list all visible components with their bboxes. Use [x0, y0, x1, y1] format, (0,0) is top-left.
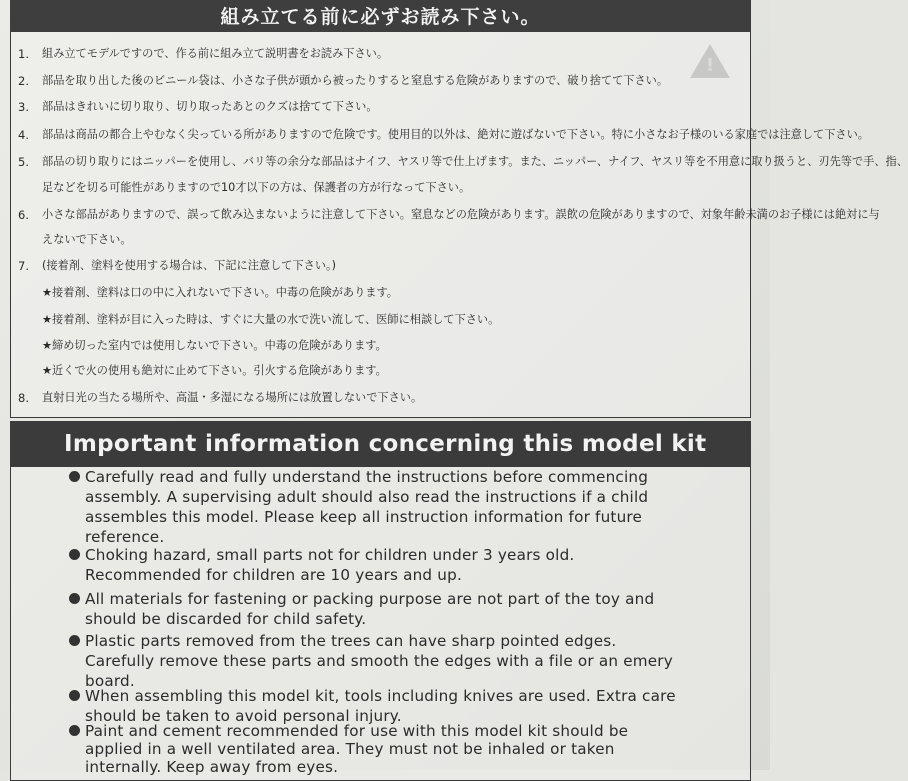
bullet-icon: [69, 635, 80, 646]
jp-list-item-continuation: 足などを切る可能性がありますので10才以下の方は、保護者の方が行なって下さい。: [42, 181, 471, 194]
jp-warning-title: 組み立てる前に必ずお読み下さい。: [10, 0, 751, 32]
bullet-icon: [69, 690, 80, 701]
jp-list-item: 6. 小さな部品がありますので、誤って飲み込まないように注意して下さい。窒息などの危険があります。誤飲の危険がありますので、対象年齢未満のお子様には絶対に与: [18, 208, 880, 222]
jp-list-item: 8. 直射日光の当たる場所や、高温・多湿になる場所には放置しないで下さい。: [18, 391, 423, 405]
jp-list-item: 1. 組み立てモデルですので、作る前に組み立て説明書をお読み下さい。: [18, 47, 389, 61]
bullet-icon: [69, 471, 80, 482]
jp-list-item: 2. 部品を取り出した後のビニール袋は、小さな子供が頭から被ったりすると窒息する危険がありますので、破り捨てて下さい。: [18, 74, 669, 88]
jp-sub-item: ★締め切った室内では使用しないで下さい。中毒の危険があります。: [42, 339, 387, 352]
warning-exclamation-icon: !: [705, 55, 715, 76]
bullet-icon: [69, 549, 80, 560]
jp-list-item: 5. 部品の切り取りにはニッパーを使用し、バリ等の余分な部品はナイフ、ヤスリ等で仕上げます。また、ニッパー、ナイフ、ヤスリ等を不用意に取り扱うと、刃先等で手、指、: [18, 155, 908, 169]
bullet-icon: [69, 725, 80, 736]
jp-list-item: 7. (接着剤、塗料を使用する場合は、下記に注意して下さい。): [18, 259, 337, 273]
jp-sub-item: ★近くで火の使用も絶対に止めて下さい。引火する危険があります。: [42, 364, 387, 377]
jp-list-item-continuation: えないで下さい。: [42, 233, 132, 246]
jp-list-item: 3. 部品はきれいに切り取り、切り取ったあとのクズは捨てて下さい。: [18, 100, 378, 114]
en-info-title: Important information concerning this model kit: [10, 421, 751, 467]
jp-sub-item: ★接着剤、塗料は口の中に入れないで下さい。中毒の危険があります。: [42, 286, 398, 299]
jp-list-item: 4. 部品は商品の都合上やむなく尖っている所がありますので危険です。使用目的以外は、絶対に遊ばないで下さい。特に小さなお子様のいる家庭では注意して下さい。: [18, 128, 869, 142]
bullet-icon: [69, 593, 80, 604]
jp-sub-item: ★接着剤、塗料が目に入った時は、すぐに大量の水で洗い流して、医師に相談して下さい。: [42, 313, 500, 326]
